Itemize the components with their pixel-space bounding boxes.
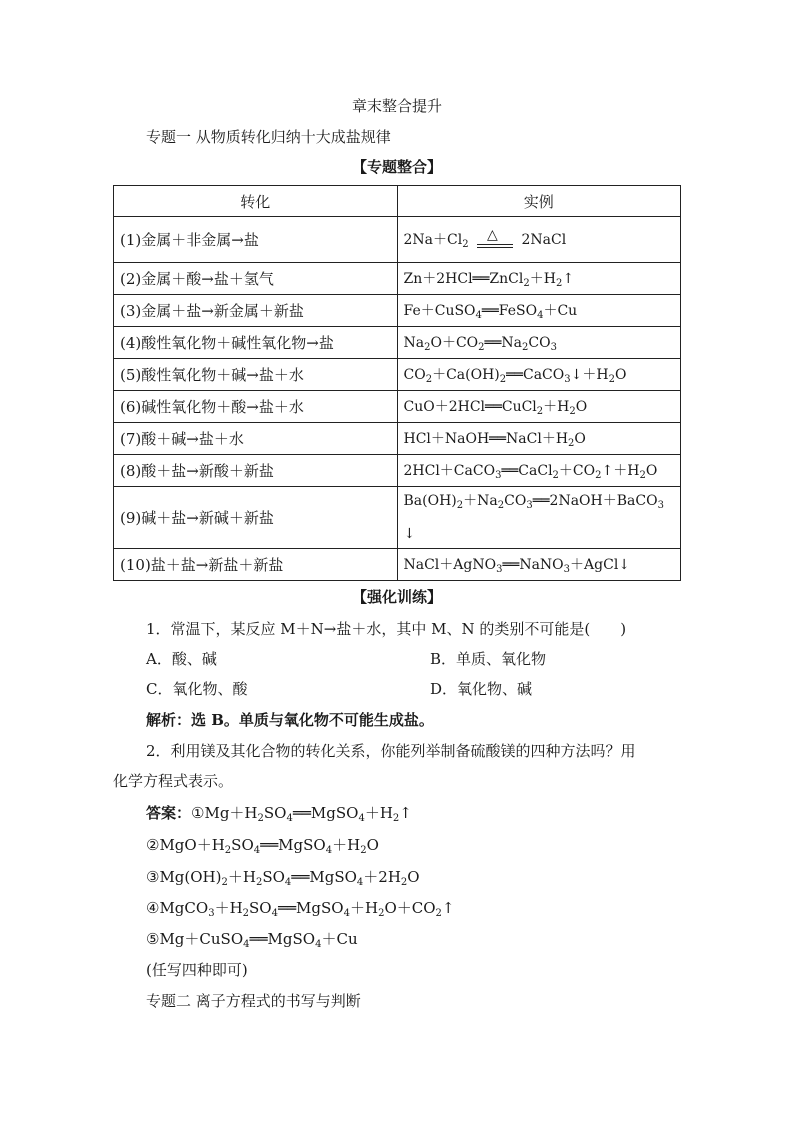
example-cell: $Zn+2HCl══ZnCl_2+H_2$ ↑ xyxy=(397,263,681,295)
example-cell: $CuO+2HCl══CuCl_2+H_2O$ xyxy=(397,391,681,423)
table-header-row xyxy=(114,186,681,217)
table-row xyxy=(114,327,681,359)
table-row xyxy=(114,487,681,549)
option-d: D．氧化物、碱 xyxy=(430,680,533,698)
example-cell: $CO_2+Ca(OH)_2══CaCO_3$ ↓ $+H_2O$ xyxy=(397,359,681,391)
table-row xyxy=(114,263,681,295)
table-row xyxy=(114,391,681,423)
answer-note: (任写四种即可) xyxy=(146,961,248,979)
option-b: B．单质、氧化物 xyxy=(430,650,547,668)
answer-equation-1: 答案：$①Mg+H_2SO_4══MgSO_4+H_2$ ↑ xyxy=(146,802,412,824)
reactant-text: 2Na＋Cl xyxy=(403,232,463,248)
rule-cell: (10)盐＋盐→新盐＋新盐 xyxy=(114,549,398,581)
table-row xyxy=(114,359,681,391)
topic-two-heading: 专题二 离子方程式的书写与判断 xyxy=(146,992,361,1010)
question-1-analysis: 解析：选 B。单质与氧化物不可能生成盐。 xyxy=(146,711,434,729)
gas-arrow-icon xyxy=(399,804,412,822)
answer-equation-4: $④MgCO_3+H_2SO_4══MgSO_4+H_2O+CO_2$ ↑ xyxy=(146,897,454,919)
rule-cell: (9)碱＋盐→新碱＋新盐 xyxy=(114,487,398,549)
example-cell: NaCl＋AgNO$_3$══NaNO$_3$＋AgCl ↓ xyxy=(397,549,681,581)
precipitate-arrow-icon xyxy=(618,557,630,573)
example-cell: $2HCl+CaCO_3══CaCl_2+CO_2$ ↑ $+H_2O$ xyxy=(397,455,681,487)
rule-cell: (7)酸＋碱→盐＋水 xyxy=(114,423,398,455)
option-c: C．氧化物、酸 xyxy=(146,680,248,698)
question-2-stem-line2: 化学方程式表示。 xyxy=(113,772,234,790)
option-a: A．酸、碱 xyxy=(146,650,217,668)
chapter-title: 章末整合提升 xyxy=(351,97,442,115)
example-cell: $Ba(OH)_2+Na_2CO_3══2NaOH+BaCO_3$ ↓ xyxy=(397,487,681,549)
section-integrate-heading: 【专题整合】 xyxy=(351,158,442,176)
example-cell xyxy=(397,217,681,263)
rule-cell: (3)金属＋盐→新金属＋新盐 xyxy=(114,295,398,327)
example-cell: $HCl+NaOH══NaCl+H_2O$ xyxy=(397,423,681,455)
topic-one-heading: 专题一 从物质转化归纳十大成盐规律 xyxy=(146,128,391,146)
gas-arrow-icon xyxy=(562,271,574,287)
rule-cell: (8)酸＋盐→新酸＋新盐 xyxy=(114,455,398,487)
rule-cell: (1)金属＋非金属→盐 xyxy=(114,217,398,263)
heating-condition-icon: △ xyxy=(477,230,513,250)
table-row xyxy=(114,455,681,487)
rule-cell: (5)酸性氧化物＋碱→盐＋水 xyxy=(114,359,398,391)
rule-cell: (2)金属＋酸→盐＋氢气 xyxy=(114,263,398,295)
answer-equation-5: ⑤Mg＋CuSO$_4$══MgSO$_4$＋Cu xyxy=(146,930,358,950)
gas-arrow-icon xyxy=(602,463,614,479)
product-text: 2NaCl xyxy=(521,232,567,248)
question-1-stem: 1．常温下，某反应 M＋N→盐＋水，其中 M、N 的类别不可能是( ) xyxy=(146,620,627,638)
example-cell: Fe＋CuSO$_4$══FeSO$_4$＋Cu xyxy=(397,295,681,327)
precipitate-arrow-icon xyxy=(571,367,583,383)
section-train-heading: 【强化训练】 xyxy=(351,588,442,606)
header-conversion: 转化 xyxy=(114,186,398,217)
gas-arrow-icon xyxy=(442,899,455,917)
question-2-stem-line1: 2．利用镁及其化合物的转化关系，你能列举制备硫酸镁的四种方法吗？用 xyxy=(146,742,636,760)
precipitate-arrow-icon xyxy=(404,526,416,542)
table-row xyxy=(114,423,681,455)
example-cell: $Na_2O+CO_2══Na_2CO_3$ xyxy=(397,327,681,359)
subscript: 2 xyxy=(462,239,469,250)
table-row xyxy=(114,549,681,581)
rule-cell: (6)碱性氧化物＋酸→盐＋水 xyxy=(114,391,398,423)
salt-rules-table xyxy=(113,185,681,581)
header-example: 实例 xyxy=(397,186,681,217)
table-row xyxy=(114,217,681,263)
answer-label: 答案： xyxy=(146,804,192,822)
answer-equation-2: $②MgO+H_2SO_4══MgSO_4+H_2O$ xyxy=(146,836,379,856)
table-row xyxy=(114,295,681,327)
answer-equation-3: $③Mg(OH)_2+H_2SO_4══MgSO_4+2H_2O$ xyxy=(146,868,420,888)
rule-cell: (4)酸性氧化物＋碱性氧化物→盐 xyxy=(114,327,398,359)
